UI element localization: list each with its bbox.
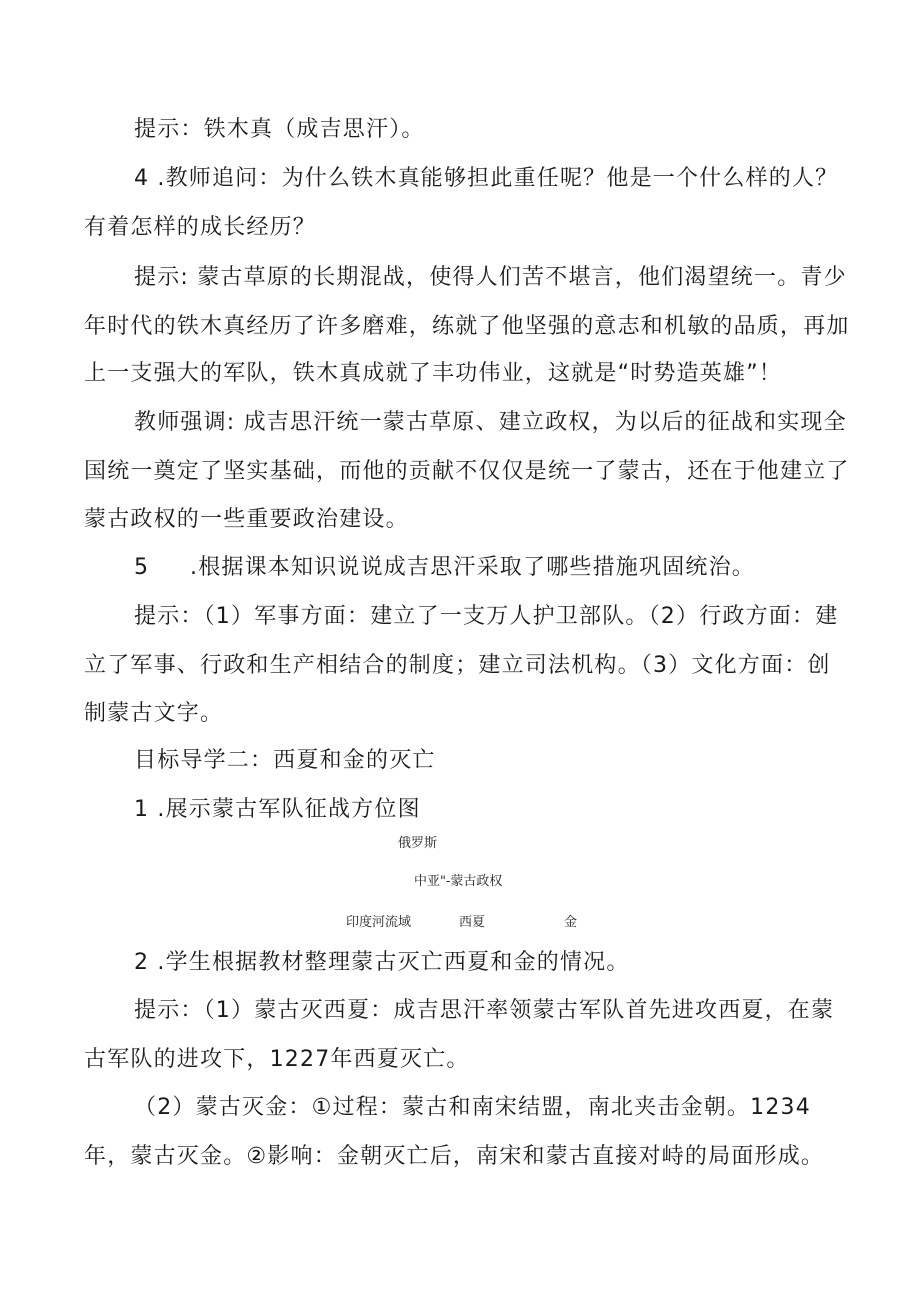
paragraph-line: 立了军事、行政和生产相结合的制度；建立司法机构。（3）文化方面：创 bbox=[84, 653, 831, 678]
map-label-russia: 俄罗斯 bbox=[398, 836, 438, 851]
section-heading: 目标导学二：西夏和金的灭亡 bbox=[134, 748, 436, 773]
paragraph-line: 上一支强大的军队，铁木真成就了丰功伟业，这就是“时势造英雄”！ bbox=[84, 361, 782, 386]
paragraph-line: 古军队的进攻下，1227年西夏灭亡。 bbox=[84, 1047, 470, 1072]
paragraph-line: 有着怎样的成长经历？ bbox=[84, 215, 317, 240]
paragraph-line: 年，蒙古灭金。②影响：金朝灭亡后，南宋和蒙古直接对峙的局面形成。 bbox=[84, 1144, 825, 1169]
paragraph-line: 蒙古政权的一些重要政治建设。 bbox=[84, 507, 409, 532]
paragraph-line: 年时代的铁木真经历了许多磨难，练就了他坚强的意志和机敏的品质，再加 bbox=[84, 314, 850, 339]
list-number: 5 bbox=[134, 555, 150, 580]
paragraph-line: （2）蒙古灭金：①过程：蒙古和南宋结盟，南北夹击金朝。1234 bbox=[134, 1095, 811, 1120]
map-label-xixia: 西夏 bbox=[459, 915, 486, 930]
paragraph-line: .根据课本知识说说成吉思汗采取了哪些措施巩固统治。 bbox=[190, 555, 755, 580]
paragraph-line: 提示: 蒙古草原的长期混战，使得人们苦不堪言，他们渴望统一。青少 bbox=[134, 265, 847, 290]
paragraph-line: 教师强调: 成吉思汗统一蒙古草原、建立政权，为以后的征战和实现全 bbox=[134, 410, 847, 435]
map-label-central-asia-mongol: 中亚"-蒙古政权 bbox=[414, 874, 503, 889]
paragraph-line: 制蒙古文字。 bbox=[84, 701, 224, 726]
paragraph-line: 4 .教师追问：为什么铁木真能够担此重任呢？他是一个什么样的人？ bbox=[134, 166, 839, 191]
map-label-indus: 印度河流域 bbox=[346, 915, 412, 930]
paragraph-line: 1 .展示蒙古军队征战方位图 bbox=[134, 797, 421, 822]
paragraph-line: 提示：（1）蒙古灭西夏：成吉思汗率领蒙古军队首先进攻西夏，在蒙 bbox=[134, 998, 835, 1023]
paragraph-line: 提示：（1）军事方面：建立了一支万人护卫部队。（2）行政方面：建 bbox=[134, 604, 839, 629]
map-label-jin: 金 bbox=[564, 915, 578, 930]
paragraph-line: 国统一奠定了坚实基础，而他的贡献不仅仅是统一了蒙古，还在于他建立了 bbox=[84, 459, 850, 484]
paragraph-line: 2 .学生根据教材整理蒙古灭亡西夏和金的情况。 bbox=[134, 950, 630, 975]
paragraph-line: 提示：铁木真（成吉思汗）。 bbox=[134, 117, 425, 142]
